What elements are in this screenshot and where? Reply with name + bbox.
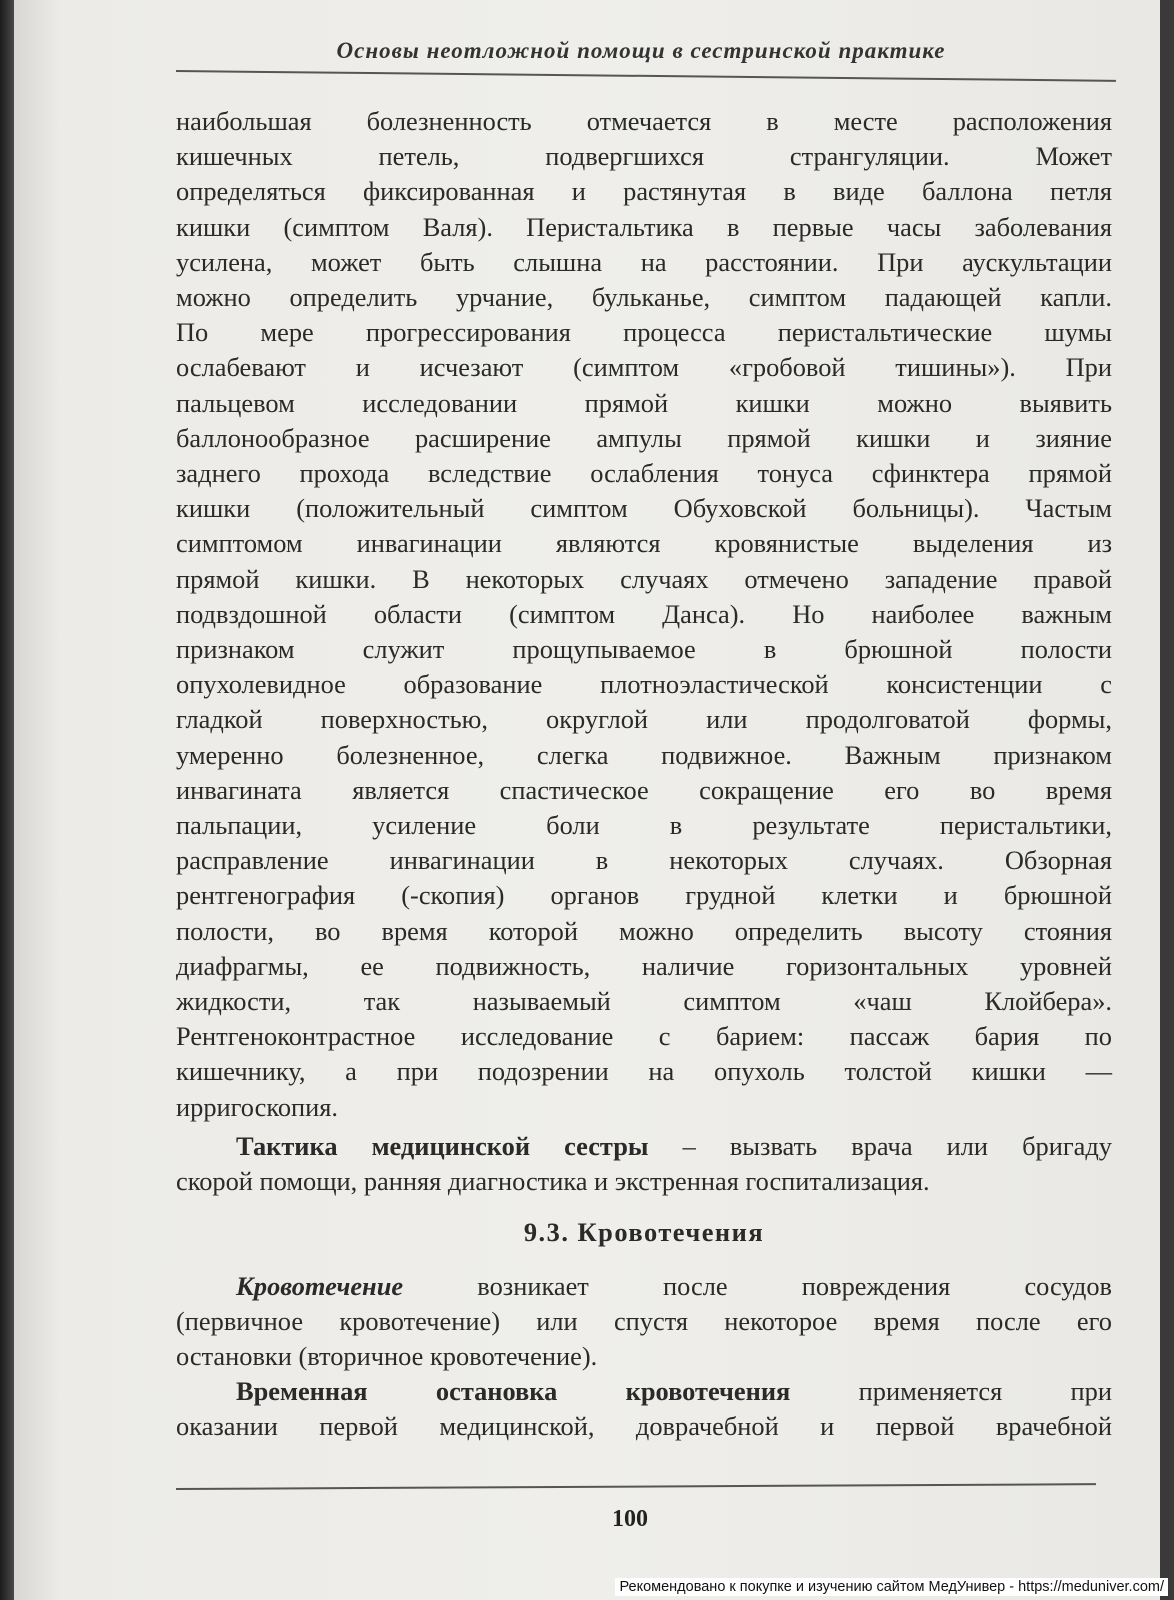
- text-line: скорой помощи, ранняя диагностика и экстренная госпитализация.: [176, 1166, 930, 1197]
- text-line: [176, 1269, 1112, 1304]
- text-line: оказании первой медицинской, доврачебной и первой врачебной: [176, 1411, 1112, 1442]
- book-spine-shadow: [0, 0, 14, 1600]
- nurse-tactics-text: – вызвать врача или бригаду: [648, 1130, 1112, 1161]
- text-line: баллонообразное расширение ампулы прямой кишки и зияние: [176, 422, 1112, 453]
- text-line: подвздошной области (симптом Данса). Но наиболее важным: [176, 598, 1112, 629]
- text-line: симптомом инвагинации являются кровянистые выделения из: [176, 528, 1112, 559]
- temporary-stop-text: применяется при: [790, 1376, 1112, 1407]
- section-heading: 9.3. Кровотечения: [523, 1217, 765, 1248]
- text-line: полости, во время которой можно определить высоту стояния: [176, 915, 1112, 946]
- text-line: кишки (симптом Валя). Перистальтика в первые часы заболевания: [176, 211, 1112, 242]
- text-line: гладкой поверхностью, округлой или продолговатой формы,: [176, 704, 1112, 735]
- running-head: Основы неотложной помощи в сестринской практике: [336, 38, 946, 63]
- text-line: усилена, может быть слышна на расстоянии. При аускультации: [176, 246, 1112, 277]
- nurse-tactics-heading: Тактика медицинской сестры: [236, 1130, 649, 1161]
- text-line: пальцевом исследовании прямой кишки можно выявить: [176, 387, 1112, 418]
- text-line: умеренно болезненное, слегка подвижное. Важным признаком: [176, 739, 1112, 770]
- text-line: определяться фиксированная и растянутая в виде баллона петля: [176, 176, 1112, 207]
- paragraph-symptoms: [176, 104, 1112, 1125]
- bleeding-term: Кровотечение: [236, 1270, 404, 1301]
- temporary-stop-term: Временная остановка кровотечения: [236, 1376, 791, 1407]
- text-line: ослабевают и исчезают (симптом «гробовой тишины»). При: [176, 352, 1112, 383]
- text-line: опухолевидное образование плотноэластической консистенции с: [176, 669, 1112, 700]
- text-line: кишечных петель, подвергшихся странгуляции. Может: [176, 141, 1112, 172]
- page-number: 100: [612, 1506, 648, 1532]
- bleeding-definition-text: возникает после повреждения сосудов: [403, 1270, 1112, 1301]
- page-body: [176, 104, 1112, 1445]
- text-line: признаком служит прощупываемое в брюшной полости: [176, 634, 1112, 665]
- text-line: (первичное кровотечение) или спустя некоторое время после его: [176, 1305, 1112, 1336]
- text-line: рентгенография (-скопия) органов грудной клетки и брюшной: [176, 880, 1112, 911]
- text-line: инвагината является спастическое сокращение его во время: [176, 774, 1112, 805]
- text-line: наибольшая болезненность отмечается в месте расположения: [176, 106, 1112, 136]
- text-line: остановки (вторичное кровотечение).: [176, 1340, 598, 1371]
- text-line: По мере прогрессирования процесса перистальтические шумы: [176, 317, 1112, 348]
- text-line: кишки (положительный симптом Обуховской больницы). Частым: [176, 493, 1112, 524]
- paragraph-bleeding-definition: [176, 1269, 1112, 1375]
- text-line: прямой кишки. В некоторых случаях отмечено западение правой: [176, 563, 1112, 594]
- text-line: [176, 1129, 1112, 1164]
- watermark-note: Рекомендовано к покупке и изучению сайтом МедУнивер - https://meduniver.com/: [615, 1578, 1168, 1596]
- text-line: жидкости, так называемый симптом «чаш Клойбера».: [176, 986, 1112, 1017]
- text-line: Рентгеноконтрастное исследование с барием: пассаж бария по: [176, 1021, 1112, 1052]
- paragraph-temporary-stop: [176, 1374, 1112, 1444]
- text-line: диафрагмы, ее подвижность, наличие горизонтальных уровней: [176, 950, 1112, 981]
- text-line: [176, 1374, 1112, 1409]
- text-line: пальпации, усиление боли в результате перистальтики,: [176, 810, 1112, 841]
- paragraph-nurse-tactics: [176, 1129, 1112, 1199]
- text-line: расправление инвагинации в некоторых случаях. Обзорная: [176, 845, 1112, 876]
- text-line: кишечнику, а при подозрении на опухоль толстой кишки —: [176, 1056, 1112, 1087]
- text-line: заднего прохода вследствие ослабления тонуса сфинктера прямой: [176, 458, 1112, 489]
- text-line: ирригоскопия.: [176, 1091, 339, 1122]
- text-line: можно определить урчание, бульканье, симптом падающей капли.: [176, 282, 1112, 313]
